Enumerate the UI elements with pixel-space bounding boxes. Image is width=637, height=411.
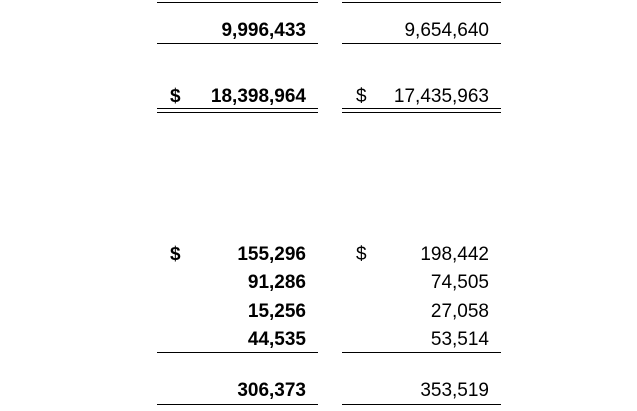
detail-row-1-currency-prior: $	[356, 244, 367, 265]
detail-total-current-year: 306,373	[237, 380, 306, 401]
detail-row-4-current-year: 44,535	[247, 329, 306, 350]
detail-row-2-prior-year: 74,505	[430, 272, 489, 293]
detail-rule-current	[157, 352, 318, 353]
detail-row-3-prior-year: 27,058	[430, 301, 489, 322]
detail-row-1-current-year: 155,296	[237, 244, 306, 265]
total-double-rule-prior-b	[342, 112, 501, 113]
detail-total-rule-current	[157, 404, 318, 405]
detail-row-1-currency-current: $	[170, 244, 181, 265]
detail-row-2-current-year: 91,286	[247, 272, 306, 293]
top-rule-prior	[342, 2, 501, 3]
subtotal-rule-prior	[342, 43, 501, 44]
detail-row-1-prior-year: 198,442	[420, 244, 489, 265]
total-currency-symbol-current: $	[170, 86, 181, 107]
detail-row-3-current-year: 15,256	[247, 301, 306, 322]
subtotal-current-year: 9,996,433	[221, 20, 306, 41]
total-double-rule-current-b	[157, 112, 318, 113]
total-currency-symbol-prior: $	[356, 86, 367, 107]
total-double-rule-current-a	[157, 108, 318, 109]
total-double-rule-prior-a	[342, 108, 501, 109]
subtotal-prior-year: 9,654,640	[404, 20, 489, 41]
total-current-year: 18,398,964	[210, 86, 306, 107]
top-rule-current	[157, 2, 318, 3]
detail-total-prior-year: 353,519	[420, 380, 489, 401]
detail-total-rule-prior	[342, 404, 501, 405]
total-prior-year: 17,435,963	[393, 86, 489, 107]
detail-rule-prior	[342, 352, 501, 353]
detail-row-4-prior-year: 53,514	[430, 329, 489, 350]
subtotal-rule-current	[157, 43, 318, 44]
